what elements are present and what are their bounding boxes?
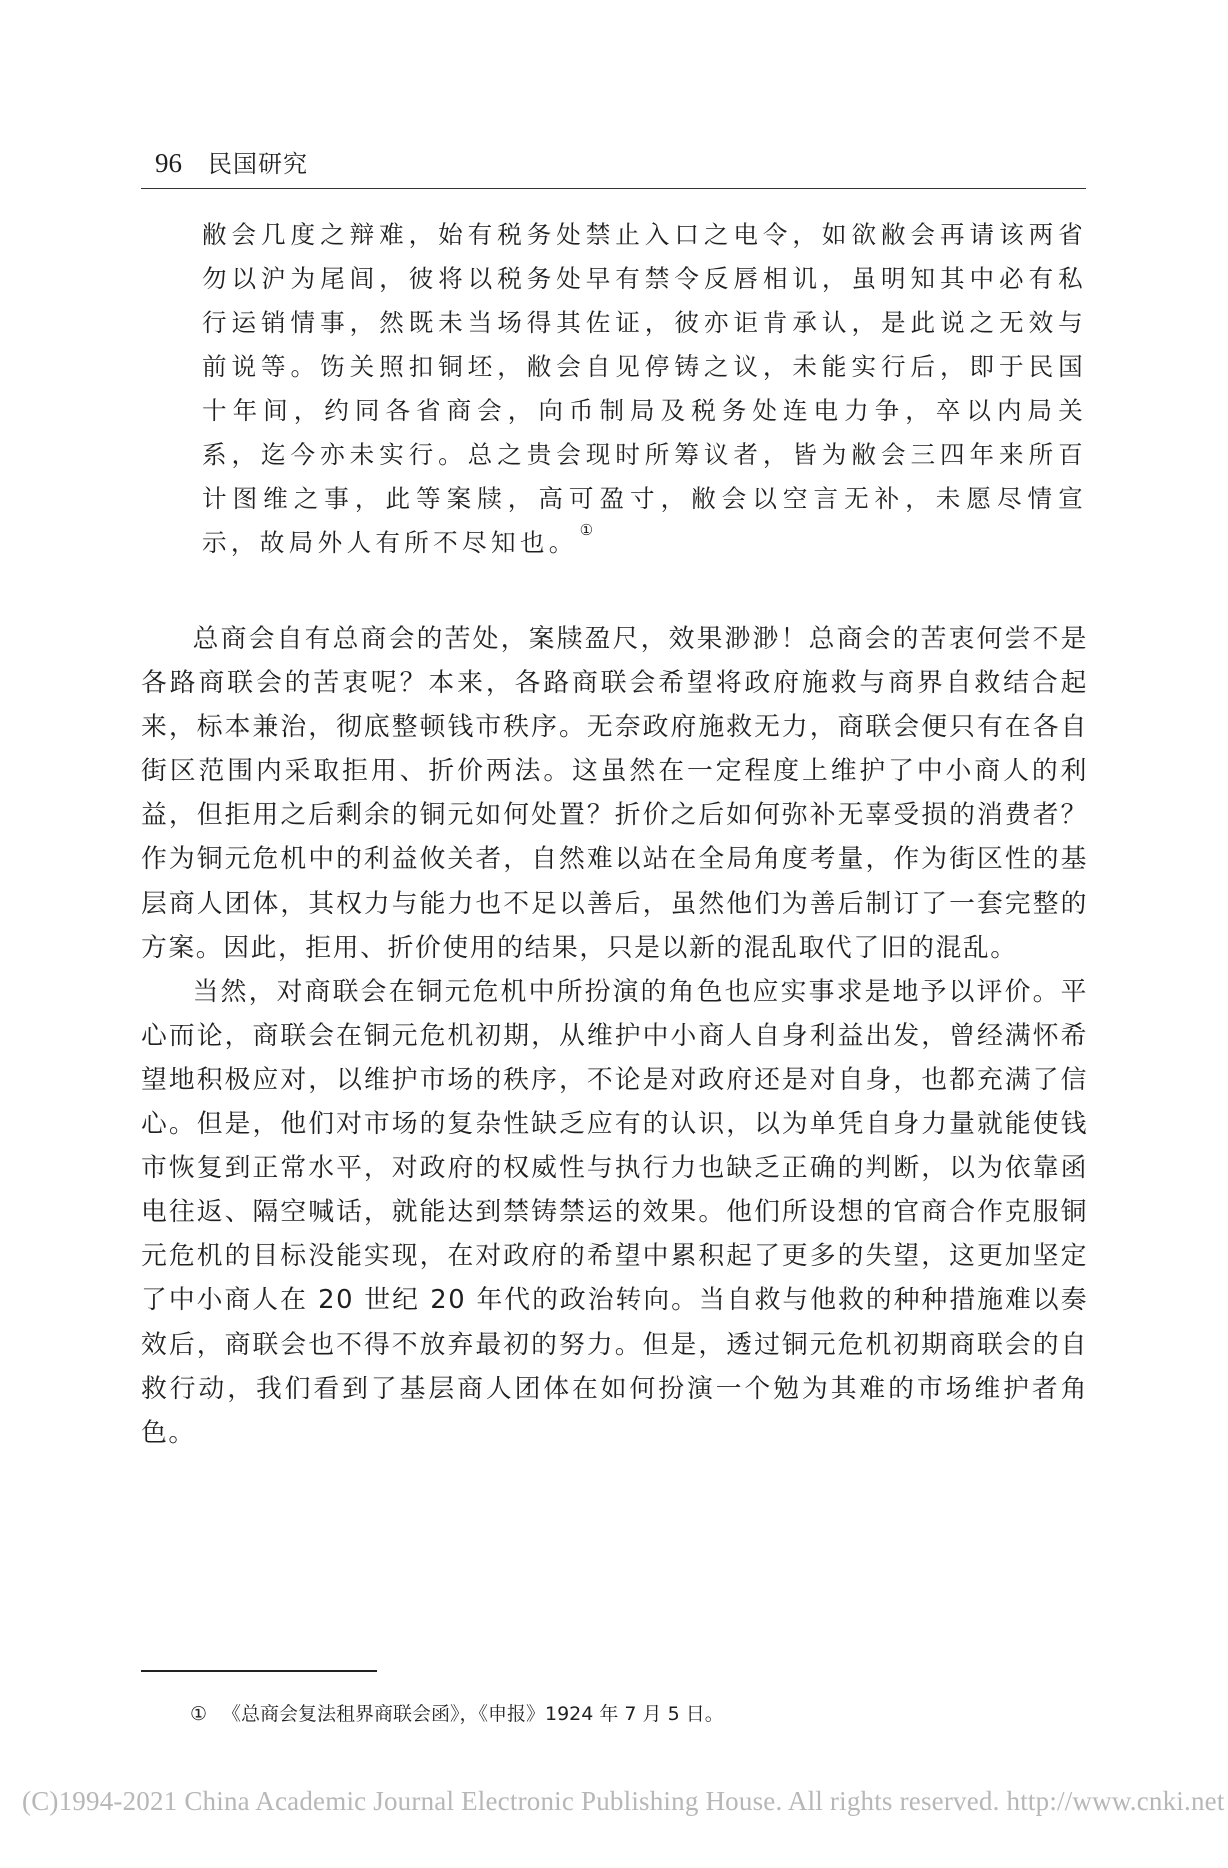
footnote-marker: ① <box>190 1703 208 1725</box>
copyright-watermark: (C)1994-2021 China Academic Journal Electronic Publishing House. All rights reserved. http://www.cnki.net <box>22 1786 1225 1816</box>
footnote-reference[interactable]: ① <box>579 520 594 539</box>
block-quote <box>202 213 1087 565</box>
running-title: 民国研究 <box>208 150 308 178</box>
body-text <box>141 617 1088 1455</box>
block-quote-text: 敝会几度之辩难，始有税务处禁止入口之电令，如欲敝会再请该两省勿以沪为尾闾，彼将以税务处早有禁令反唇相讥，虽明知其中必有私行运销情事，然既未当场得其佐证，彼亦讵肯承认，是此说之无效与前说等。饬关照扣铜坯，敝会自见停铸之议，未能实行后，即于民国十年间，约同各省商会，向币制局及税务处连电力争，卒以内局关系，迄今亦未实行。总之贵会现时所筹议者，皆为敝会三四年来所百计图维之事，此等案牍，高可盈寸，敝会以空言无补，未愿尽情宣示，故局外人有所不尽知也。 <box>202 220 1087 557</box>
body-paragraph: 当然，对商联会在铜元危机中所扮演的角色也应实事求是地予以评价。平心而论，商联会在铜元危机初期，从维护中小商人自身利益出发，曾经满怀希望地积极应对，以维护市场的秩序，不论是对政府还是对自身，也都充满了信心。但是，他们对市场的复杂性缺乏应有的认识，以为单凭自身力量就能使钱市恢复到正常水平，对政府的权威性与执行力也缺乏正确的判断，以为依靠函电往返、隔空喊话，就能达到禁铸禁运的效果。他们所设想的官商合作克服铜元危机的目标没能实现，在对政府的希望中累积起了更多的失望，这更加坚定了中小商人在 20 世纪 20 年代的政治转向。当自救与他救的种种措施难以奏效后，商联会也不得不放弃最初的努力。但是，透过铜元危机初期商联会的自救行动，我们看到了基层商人团体在如何扮演一个勉为其难的市场维护者角色。 <box>141 976 1088 1448</box>
header-rule <box>141 188 1086 189</box>
footnote <box>190 1703 724 1726</box>
page-header <box>141 142 1086 190</box>
footnote-rule <box>141 1670 377 1672</box>
page-number: 96 <box>155 148 182 178</box>
body-paragraph: 总商会自有总商会的苦处，案牍盈尺，效果渺渺！总商会的苦衷何尝不是各路商联会的苦衷呢？本来，各路商联会希望将政府施救与商界自救结合起来，标本兼治，彻底整顿钱市秩序。无奈政府施救无力，商联会便只有在各自街区范围内采取拒用、折价两法。这虽然在一定程度上维护了中小商人的利益，但拒用之后剩余的铜元如何处置？折价之后如何弥补无辜受损的消费者？作为铜元危机中的利益攸关者，自然难以站在全局角度考量，作为街区性的基层商人团体，其权力与能力也不足以善后，虽然他们为善后制订了一套完整的方案。因此，拒用、折价使用的结果，只是以新的混乱取代了旧的混乱。 <box>141 624 1088 963</box>
footnote-text: 《总商会复法租界商联会函》，《申报》1924 年 7 月 5 日。 <box>222 1703 724 1725</box>
